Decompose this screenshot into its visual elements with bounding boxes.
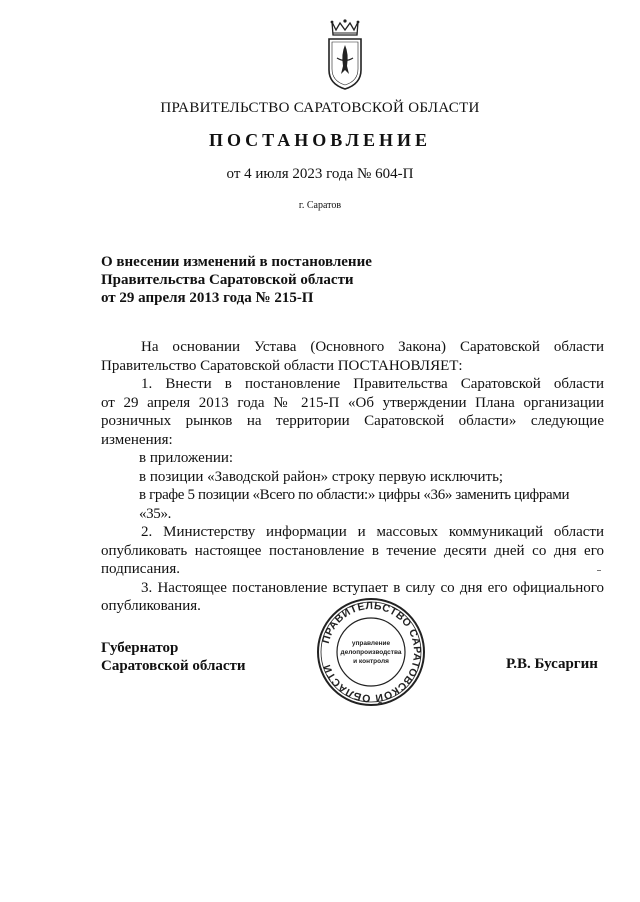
body-line: 2. Министерству информации и массовых коммуникаций области	[141, 524, 604, 540]
date-number: от 4 июля 2023 года № 604-П	[226, 166, 414, 182]
city: г. Саратов	[298, 200, 342, 211]
document-body	[101, 338, 604, 616]
saratov-coat-of-arms-icon	[320, 18, 370, 92]
body-line: 3. Настоящее постановление вступает в силу со дня его официального	[141, 579, 604, 596]
signer-position: Саратовской области	[101, 658, 246, 674]
subject-line: от 29 апреля 2013 года № 215-П	[101, 290, 314, 306]
body-line: в графе 5 позиции «Всего по области:» цифры «36» заменить цифрами «35».	[139, 487, 570, 522]
body-line: подписания.	[101, 561, 180, 577]
subject-line: О внесении изменений в постановление	[101, 254, 372, 270]
body-line: опубликовать настоящее постановление в течение десяти дней со дня его	[101, 542, 604, 559]
body-line: изменения:	[101, 431, 173, 448]
signer-name: Р.В. Бусаргин	[506, 656, 598, 672]
body-line: от 29 апреля 2013 года № 215-П «Об утверждении Плана организации	[101, 394, 604, 411]
body-line: опубликования.	[101, 598, 201, 614]
seal-inner-text: делопроизводства	[340, 649, 402, 656]
body-line: розничных рынков на территории Саратовской области» следующие	[101, 413, 604, 429]
seal-outer-text: ПРАВИТЕЛЬСТВО САРАТОВСКОЙ ОБЛАСТИ	[319, 599, 424, 705]
body-line: На основании Устава (Основного Закона) Саратовской области	[141, 339, 604, 355]
body-line: в позиции «Заводской район» строку первую исключить;	[139, 468, 504, 485]
body-line: Правительство Саратовской области ПОСТАНОВЛЯЕТ:	[101, 357, 463, 374]
seal-inner-text: управление	[351, 640, 391, 647]
subject-line: Правительства Саратовской области	[101, 272, 354, 288]
signer-position: Губернатор	[101, 640, 179, 656]
body-line: в приложении:	[139, 450, 234, 466]
body-line: 1. Внести в постановление Правительства Саратовской области	[141, 376, 604, 392]
document-title: ПОСТАНОВЛЕНИЕ	[208, 130, 432, 150]
government-name: ПРАВИТЕЛЬСТВО САРАТОВСКОЙ ОБЛАСТИ	[160, 100, 480, 116]
official-seal	[316, 597, 426, 707]
scan-mark	[597, 570, 601, 571]
seal-inner-text: и контроля	[353, 658, 389, 665]
